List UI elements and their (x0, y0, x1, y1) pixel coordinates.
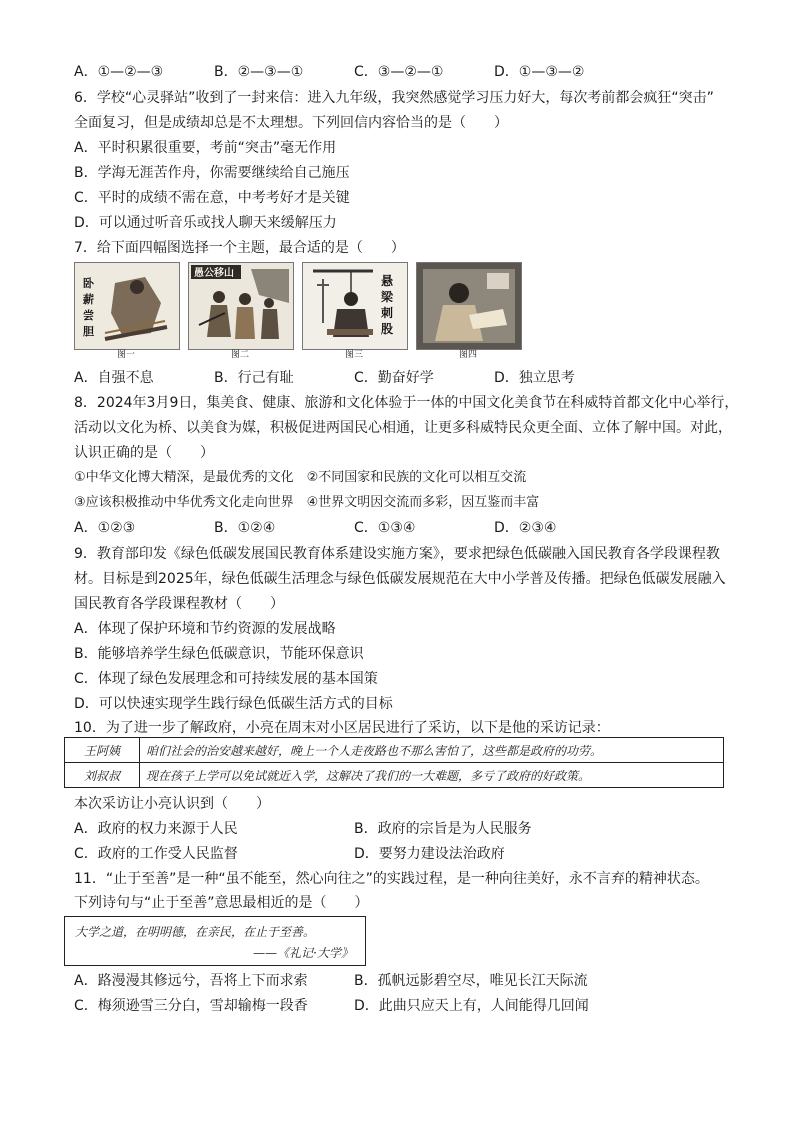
figure-hair-tied-to-beam-icon (303, 263, 407, 349)
svg-text:愚公移山: 愚公移山 (194, 268, 234, 279)
figure-2 (188, 262, 294, 350)
svg-text:卧: 卧 (83, 277, 94, 290)
q11-option-b[interactable]: B．孤帆远影碧空尽，唯见长江天际流 (354, 973, 588, 989)
q8-option-b[interactable]: B．①②④ (214, 520, 276, 536)
q7-stem: 7．给下面四幅图选择一个主题，最合适的是（ ） (74, 240, 405, 256)
q10-options-row1 (74, 820, 714, 838)
quote-source: ——《礼记·大学》 (253, 946, 353, 960)
svg-text:薪: 薪 (83, 293, 94, 306)
q7-options (74, 369, 714, 387)
q5-options (74, 63, 714, 81)
q8-statements-line1: ①中华文化博大精深，是最优秀的文化 ②不同国家和民族的文化可以相互交流 (74, 470, 527, 485)
figure-1 (74, 262, 180, 350)
figure-foolish-old-man-icon (189, 263, 293, 349)
svg-text:悬: 悬 (381, 274, 394, 288)
q9-stem-line1: 9．教育部印发《绿色低碳发展国民教育体系建设实施方案》，要求把绿色低碳融入国民教育各学段课程教 (74, 546, 720, 562)
q7-option-a[interactable]: A．自强不息 (74, 370, 154, 386)
q9-option-d[interactable]: D．可以快速实现学生践行绿色低碳生活方式的目标 (74, 696, 393, 712)
q5-option-c[interactable]: C．③—②—① (354, 64, 444, 80)
interviewee-name: 王阿姨 (65, 738, 140, 763)
q10-interview-table (64, 737, 724, 788)
q9-option-a[interactable]: A．体现了保护环境和节约资源的发展战略 (74, 621, 336, 637)
q11-options-row2 (74, 997, 714, 1015)
figure-4-caption: 图四 (458, 350, 477, 360)
figure-1-caption: 图一 (116, 350, 135, 360)
q7-option-c[interactable]: C．勤奋好学 (354, 370, 434, 386)
q11-stem-line2: 下列诗句与“止于至善”意思最相近的是（ ） (74, 895, 369, 911)
q5-option-b[interactable]: B．②—③—① (214, 64, 304, 80)
q10-option-d[interactable]: D．要努力建设法治政府 (354, 846, 505, 862)
q8-stem-line3: 认识正确的是（ ） (74, 445, 214, 461)
q10-options-row2 (74, 845, 714, 863)
interview-remark: 咱们社会的治安越来越好，晚上一个人走夜路也不那么害怕了，这些都是政府的功劳。 (140, 738, 724, 763)
q11-stem-line1: 11．“止于至善”是一种“虽不能至，然心向往之”的实践过程，是一种向往美好，永不言弃的精神状态。 (74, 871, 709, 887)
q7-option-d[interactable]: D．独立思考 (494, 370, 575, 386)
figure-2-caption: 图二 (230, 350, 249, 360)
interviewee-name: 刘叔叔 (65, 763, 140, 788)
svg-text:胆: 胆 (83, 325, 94, 338)
q11-option-d[interactable]: D．此曲只应天上有，人间能得几回闻 (354, 998, 589, 1014)
q6-stem-line2: 全面复习，但是成绩却总是不太理想。下列回信内容恰当的是（ ） (74, 115, 508, 131)
q10-stem: 10．为了进一步了解政府，小亮在周末对小区居民进行了采访，以下是他的采访记录： (74, 720, 610, 736)
q7-figures (74, 262, 524, 362)
table-row (65, 738, 724, 763)
q10-stem-2: 本次采访让小亮认识到（ ） (74, 796, 270, 812)
q6-option-b[interactable]: B．学海无涯苦作舟，你需要继续给自己施压 (74, 165, 350, 181)
q10-option-c[interactable]: C．政府的工作受人民监督 (74, 846, 238, 862)
figure-sleeping-on-brushwood-icon (75, 263, 179, 349)
q11-option-c[interactable]: C．梅须逊雪三分白，雪却输梅一段香 (74, 998, 308, 1014)
q8-stem-line2: 活动以文化为桥、以美食为媒，积极促进两国民心相通，让更多科威特民众更全面、立体了解中国。对此， (74, 420, 732, 436)
q8-option-d[interactable]: D．②③④ (494, 520, 557, 536)
figure-3 (302, 262, 408, 350)
svg-text:尝: 尝 (83, 309, 94, 322)
q11-quote-box (64, 916, 366, 966)
q7-option-b[interactable]: B．行己有耻 (214, 370, 294, 386)
q6-stem-line1: 6．学校“心灵驿站”收到了一封来信：进入九年级，我突然感觉学习压力好大，每次考前都会疯狂“突击” (74, 90, 714, 106)
q5-option-a[interactable]: A．①—②—③ (74, 64, 164, 80)
quote-text: 大学之道，在明明德，在亲民，在止于至善。 (75, 925, 316, 939)
q8-option-c[interactable]: C．①③④ (354, 520, 416, 536)
q6-option-c[interactable]: C．平时的成绩不需在意，中考考好才是关键 (74, 190, 350, 206)
q9-stem-line2: 材。目标是到2025年，绿色低碳生活理念与绿色低碳发展规范在大中小学普及传播。把绿色低碳发展融入 (74, 571, 726, 587)
q8-options (74, 519, 714, 537)
q11-options-row1 (74, 972, 714, 990)
figure-4 (416, 262, 522, 350)
q5-option-d[interactable]: D．①—③—② (494, 64, 585, 80)
q9-option-c[interactable]: C．体现了绿色发展理念和可持续发展的基本国策 (74, 671, 378, 687)
interview-remark: 现在孩子上学可以免试就近入学，这解决了我们的一大难题，多亏了政府的好政策。 (140, 763, 724, 788)
table-row (65, 763, 724, 788)
q8-stem-line1: 8．2024年3月9日，集美食、健康、旅游和文化体验于一体的中国文化美食节在科威特首都文化中心举行， (74, 395, 739, 411)
q6-option-d[interactable]: D．可以通过听音乐或找人聊天来缓解压力 (74, 215, 337, 231)
q10-option-b[interactable]: B．政府的宗旨是为人民服务 (354, 821, 532, 837)
q11-option-a[interactable]: A．路漫漫其修远兮，吾将上下而求索 (74, 973, 308, 989)
q10-option-a[interactable]: A．政府的权力来源于人民 (74, 821, 238, 837)
q8-statements-line2: ③应该积极推动中华优秀文化走向世界 ④世界文明因交流而多彩，因互鉴而丰富 (74, 495, 540, 510)
svg-text:股: 股 (381, 322, 394, 336)
figure-3-caption: 图三 (344, 350, 363, 360)
svg-text:刺: 刺 (381, 306, 394, 320)
q8-option-a[interactable]: A．①②③ (74, 520, 136, 536)
q9-option-b[interactable]: B．能够培养学生绿色低碳意识，节能环保意识 (74, 646, 364, 662)
svg-text:梁: 梁 (381, 290, 394, 304)
q9-stem-line3: 国民教育各学段课程教材（ ） (74, 596, 284, 612)
q6-option-a[interactable]: A．平时积累很重要，考前“突击”毫无作用 (74, 140, 337, 156)
figure-reading-scholar-icon (417, 263, 521, 349)
